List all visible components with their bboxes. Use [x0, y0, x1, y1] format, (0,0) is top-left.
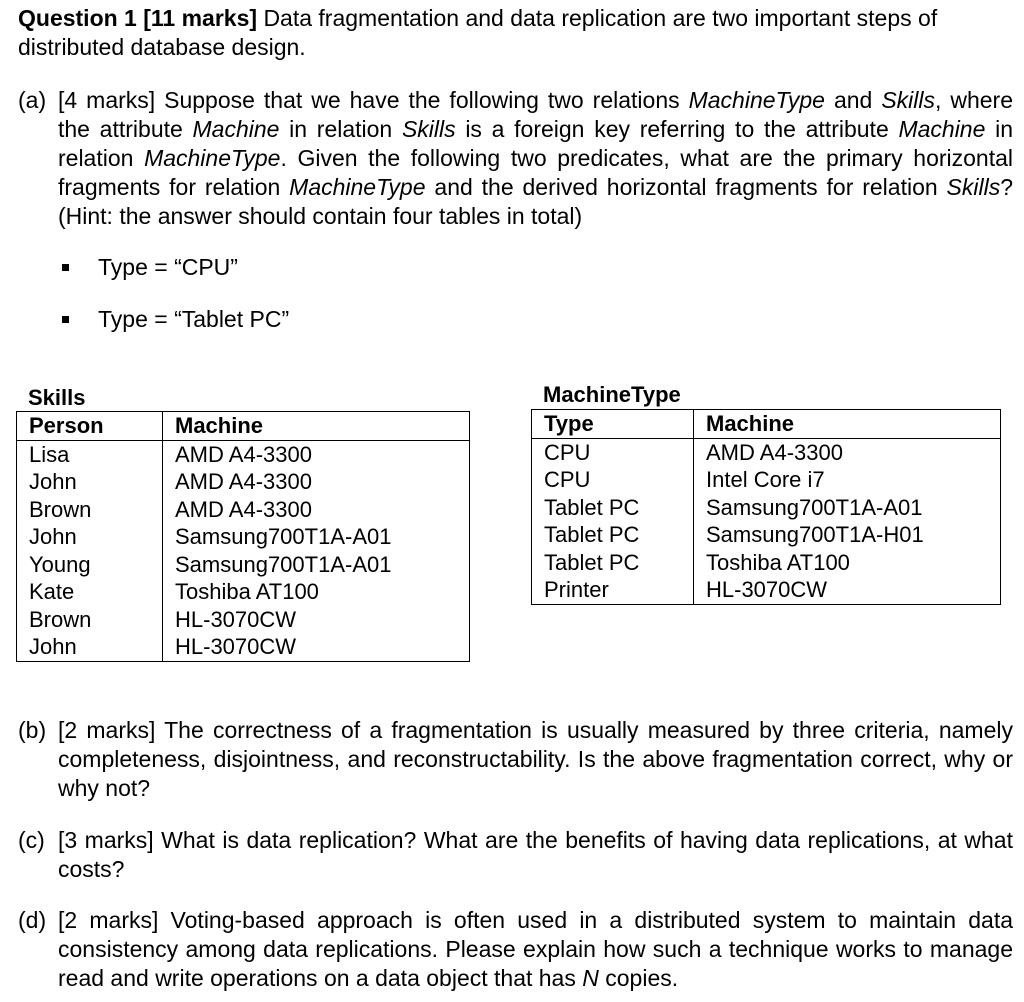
- cell-machine: AMD A4-3300: [175, 496, 312, 522]
- table-row: [17, 523, 470, 551]
- column-header-machine: Machine: [163, 412, 470, 441]
- column-header-type: Type: [532, 410, 694, 439]
- table-header-row: [17, 412, 470, 441]
- table-row: [17, 606, 470, 634]
- cell-type: Tablet PC: [532, 549, 694, 577]
- skills-table-title: Skills: [28, 385, 86, 410]
- cell-machine: Samsung700T1A-A01: [706, 494, 923, 520]
- predicate-item: [62, 253, 238, 282]
- cell-person: Brown: [17, 496, 163, 524]
- part-a-label: (a): [18, 87, 47, 113]
- table-row: [17, 496, 470, 524]
- part-b-text: [2 marks] The correctness of a fragmentation is usually measured by three criteria, namely completeness, disjointness, and reconstructability. Is the above fragmentation correct, why or why not?: [58, 717, 1013, 801]
- table-row: [17, 578, 470, 606]
- cell-person: John: [17, 468, 163, 496]
- cell-type: CPU: [532, 438, 694, 466]
- table-row: [532, 438, 1001, 466]
- skills-table: [16, 411, 470, 662]
- question-label: Question 1 [11 marks]: [18, 5, 258, 31]
- bullet-square-icon: [62, 316, 69, 323]
- cell-person: John: [17, 523, 163, 551]
- part-d-label: (d): [18, 907, 47, 933]
- part-d: [18, 906, 1013, 993]
- cell-machine: Toshiba AT100: [706, 549, 850, 575]
- cell-machine: AMD A4-3300: [175, 469, 312, 494]
- part-a-text: [4 marks] Suppose that we have the following two relations MachineType and Skills, where the attribute Machine in relation Skills is a foreign key referring to the attribute Machine in relation MachineType. Given the following two predicates, what are the primary horizontal fragments for relation MachineType and the derived horizontal fragments for relation Skills? (Hint: the answer should contain four tables in total): [58, 87, 1014, 229]
- cell-type: Tablet PC: [532, 521, 694, 549]
- part-b-label: (b): [18, 717, 47, 743]
- question-header: [18, 4, 1013, 62]
- part-b: [18, 716, 1013, 803]
- machinetype-table-title: MachineType: [543, 382, 681, 407]
- part-d-text: [2 marks] Voting-based approach is often used in a distributed system to maintain data consistency among data replications. Please explain how such a technique works to manage read and write operations on a data object that has N copies.: [58, 907, 1013, 991]
- column-header-machine: Machine: [694, 410, 1001, 439]
- table-row: [532, 494, 1001, 522]
- table-row: [17, 551, 470, 579]
- cell-machine: Samsung700T1A-H01: [706, 522, 924, 547]
- column-header-person: Person: [17, 412, 163, 441]
- cell-machine: HL-3070CW: [706, 577, 828, 602]
- table-header-row: [532, 410, 1001, 439]
- predicate-text: Type = “Tablet PC”: [98, 306, 290, 332]
- cell-machine: Samsung700T1A-A01: [175, 524, 392, 549]
- table-row: [17, 468, 470, 496]
- table-row: [17, 633, 470, 661]
- machinetype-table: [531, 409, 1001, 605]
- cell-person: Lisa: [17, 440, 163, 468]
- predicate-text: Type = “CPU”: [98, 254, 238, 280]
- part-c: [18, 826, 1013, 884]
- cell-type: Printer: [532, 576, 694, 604]
- cell-machine: AMD A4-3300: [175, 441, 312, 467]
- cell-person: John: [17, 633, 163, 661]
- predicate-item: [62, 305, 289, 334]
- cell-machine: Intel Core i7: [706, 467, 825, 492]
- part-c-text: [3 marks] What is data replication? What are the benefits of having data replications, at what costs?: [58, 827, 1013, 882]
- table-row: [532, 576, 1001, 604]
- cell-machine: Samsung700T1A-A01: [175, 551, 392, 577]
- cell-type: Tablet PC: [532, 494, 694, 522]
- cell-person: Kate: [17, 578, 163, 606]
- part-a: [18, 86, 1013, 231]
- part-c-label: (c): [18, 827, 45, 853]
- table-row: [532, 466, 1001, 494]
- cell-machine: HL-3070CW: [175, 634, 297, 659]
- cell-person: Brown: [17, 606, 163, 634]
- bullet-square-icon: [62, 264, 69, 271]
- cell-person: Young: [17, 551, 163, 579]
- cell-machine: Toshiba AT100: [175, 579, 319, 604]
- cell-type: CPU: [532, 466, 694, 494]
- table-row: [532, 549, 1001, 577]
- question-text: Data fragmentation and data replication are two important steps of distributed database design.: [18, 5, 938, 60]
- cell-machine: HL-3070CW: [175, 606, 297, 632]
- table-row: [532, 521, 1001, 549]
- table-row: [17, 440, 470, 468]
- cell-machine: AMD A4-3300: [706, 439, 843, 465]
